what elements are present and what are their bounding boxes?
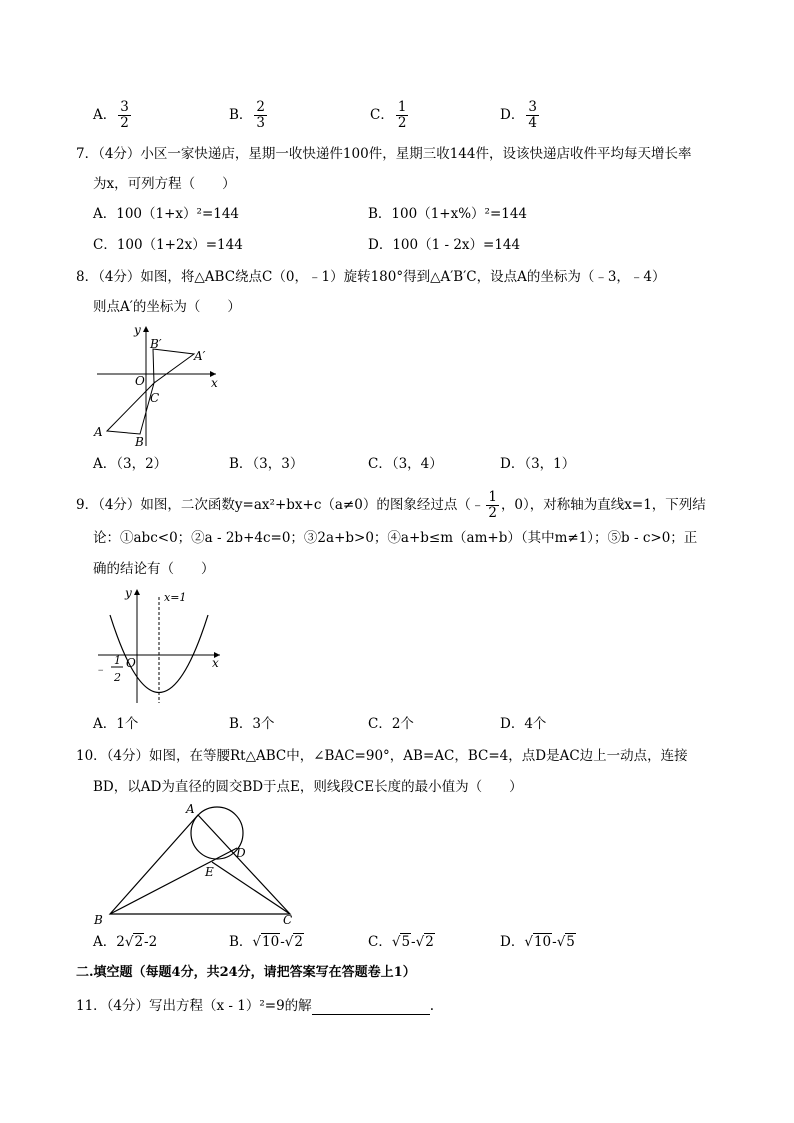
q8-option-d: D．（3，1） bbox=[500, 456, 576, 472]
q9-figure bbox=[92, 585, 224, 705]
q10-label-b: B bbox=[94, 913, 103, 927]
q9-label-axis: x=1 bbox=[164, 591, 187, 604]
q8-label-o: O bbox=[135, 374, 145, 388]
q8-label-b: B bbox=[135, 435, 144, 448]
q8-label-c: C bbox=[150, 391, 160, 405]
q10-label-a: A bbox=[186, 802, 195, 816]
q9-option-c: C．2个 bbox=[368, 716, 414, 732]
q10-option-d: D．√10-√5 bbox=[500, 934, 575, 950]
q9-option-a: A．1个 bbox=[93, 716, 139, 732]
q7-option-c: C．100（1+2x）=144 bbox=[93, 237, 243, 253]
q9-label-den: 2 bbox=[114, 671, 121, 684]
q9-label-y: y bbox=[125, 586, 132, 600]
q9-option-d: D．4个 bbox=[500, 716, 547, 732]
q10-stem-line1: 10．（4分）如图，在等腰Rt△ABC中，∠BAC=90°，AB=AC，BC=4，点D是AC边上一动点，连接 bbox=[76, 748, 688, 764]
q10-figure bbox=[92, 800, 302, 928]
q10-stem-line2: BD，以AD为直径的圆交BD于点E，则线段CE长度的最小值为（ ） bbox=[93, 779, 523, 795]
q8-figure bbox=[92, 322, 222, 448]
q8-label-y: y bbox=[134, 323, 141, 337]
q8-option-c: C．（3，4） bbox=[368, 456, 443, 472]
q11-answer-blank[interactable] bbox=[312, 1000, 430, 1015]
q6-option-a: A． $\frac{3}{2}$ bbox=[93, 99, 129, 131]
q9-label-num: 1 bbox=[114, 654, 121, 667]
q10-segment-bd bbox=[110, 848, 237, 914]
q7-stem-line2: 为x，可列方程（ ） bbox=[93, 176, 236, 192]
section-2-heading: 二.填空题（每题4分，共24分，请把答案写在答题卷上1） bbox=[76, 965, 416, 980]
q7-stem-line1: 7．（4分）小区一家快递店，星期一收快递件100件，星期三收144件，设该快递店收件平均每天增长率 bbox=[76, 146, 692, 162]
q9-option-b: B．3个 bbox=[229, 716, 275, 732]
q9-label-x: x bbox=[212, 656, 219, 670]
q9-stem-line1: 9．（4分）如图，二次函数y=ax²+bx+c（a≠0）的图象经过点（﹣ $\frac{1}{2}$ ，0），对称轴为直线x=1，下列结 bbox=[76, 489, 706, 521]
q7-option-a: A．100（1+x）²=144 bbox=[93, 206, 240, 222]
q10-label-d: D bbox=[236, 846, 246, 860]
q10-option-b: B．√10-√2 bbox=[229, 934, 303, 950]
q8-label-b-prime: B′ bbox=[150, 337, 162, 351]
q8-triangle-abc bbox=[107, 383, 154, 434]
q9-stem-line2: 论：①abc<0；②a - 2b+4c=0；③2a+b>0；④a+b≤m（am+b）（其中m≠1）；⑤b - c>0；正 bbox=[93, 530, 698, 546]
q9-label-o: O bbox=[126, 656, 136, 670]
q8-label-a: A bbox=[94, 425, 103, 439]
q6-option-c: C． $\frac{1}{2}$ bbox=[370, 99, 407, 131]
q10-label-e: E bbox=[205, 865, 214, 879]
q7-option-b: B．100（1+x%）²=144 bbox=[368, 206, 528, 222]
q8-stem-line2: 则点A′的坐标为（ ） bbox=[93, 299, 241, 315]
q8-option-b: B．（3，3） bbox=[229, 456, 304, 472]
q9-label-minus: ﹣ bbox=[94, 662, 107, 676]
q9-stem-line3: 确的结论有（ ） bbox=[93, 561, 215, 577]
q10-triangle-abc bbox=[110, 815, 290, 914]
q8-triangle-a2b2c bbox=[153, 349, 194, 383]
q8-label-a-prime: A′ bbox=[194, 349, 206, 363]
q8-option-a: A．（3，2） bbox=[93, 456, 168, 472]
q10-label-c: C bbox=[283, 913, 293, 927]
q7-option-d: D．100（1 - 2x）=144 bbox=[368, 237, 521, 253]
q6-option-d: D． $\frac{3}{4}$ bbox=[500, 99, 537, 131]
q8-label-x: x bbox=[211, 376, 218, 390]
q10-option-c: C．√5-√2 bbox=[368, 934, 434, 950]
q8-stem-line1: 8．（4分）如图，将△ABC绕点C（0，﹣1）旋转180°得到△A′B′C，设点A的坐标为（﹣3，﹣4） bbox=[76, 269, 666, 285]
q11-stem: 11．（4分）写出方程（x - 1）²=9的解 . bbox=[76, 998, 434, 1014]
q10-option-a: A．2√2-2 bbox=[93, 934, 158, 950]
q10-segment-ce bbox=[212, 862, 290, 914]
q6-option-b: B． $\frac{2}{3}$ bbox=[229, 99, 266, 131]
